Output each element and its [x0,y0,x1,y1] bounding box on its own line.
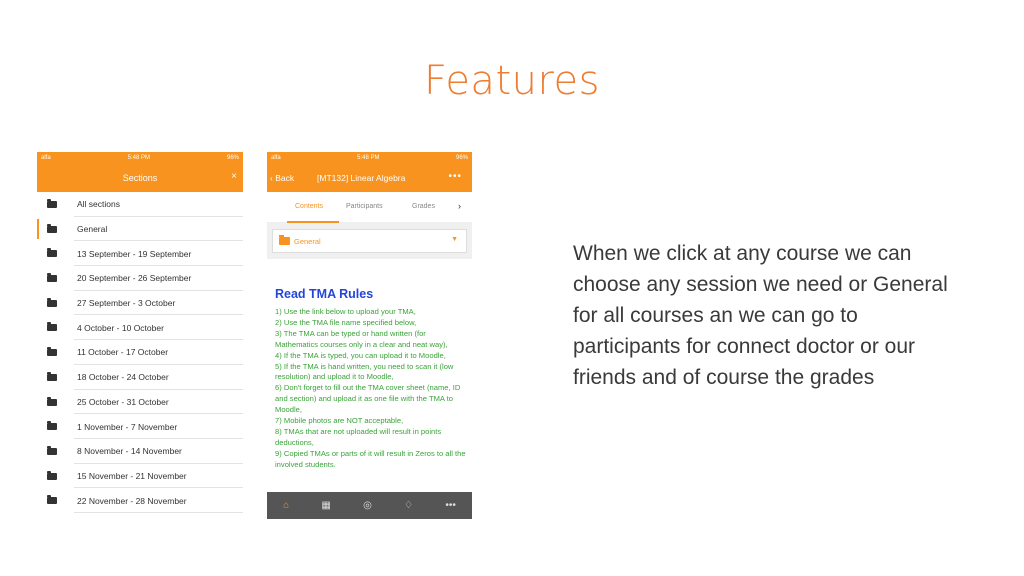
rules-text: 1) Use the link below to upload your TMA, 2) Use the TMA file name specified below, 3) The TMA can be typed or hand written (for Mathematics courses only in a clear and neat way), 4) If the TMA is typed, you can upload it to Moodle, 5) If the TMA is hand written, you need to scan it (low resolution) and upload it to Moodle, 6) Don't forget to fill out the TMA cover sheet (name, ID and section) and upload it as one file with the TMA to Moodle, 7) Mobile photos are NOT acceptable, 8) TMAs that are not uploaded will result in points deductions, 9) Copied TMAs or parts of it will result in Zeros to all the involved students. [275,307,466,469]
section-item[interactable] [37,439,243,464]
caret-down-icon: ▼ [451,236,458,243]
section-label: 22 November - 28 November [77,495,187,506]
messages-icon[interactable]: ◎ [363,500,372,511]
calendar-icon[interactable]: ▦ [321,500,331,511]
course-tabs [267,192,472,223]
chevron-right-icon[interactable]: › [458,201,461,211]
close-icon[interactable]: × [231,171,237,182]
slide-title: Features [424,58,600,104]
sections-list [37,192,243,513]
folder-icon [47,226,57,233]
section-label: 8 November - 14 November [77,446,182,457]
section-label: 18 October - 24 October [77,372,169,383]
folder-icon [47,473,57,480]
section-label: 13 September - 19 September [77,248,192,259]
section-item[interactable] [37,241,243,266]
tab-grades[interactable]: Grades [412,203,435,210]
section-label: 15 November - 21 November [77,470,187,481]
section-dropdown[interactable] [272,229,467,253]
section-item[interactable] [37,365,243,390]
sections-header [37,164,243,192]
section-item[interactable] [37,390,243,415]
folder-icon [279,237,290,245]
battery-label: 96% [455,155,468,161]
course-header [267,164,472,192]
section-item[interactable] [37,488,243,513]
section-item[interactable] [37,315,243,340]
section-item[interactable] [37,464,243,489]
sections-title: Sections [122,173,158,183]
folder-icon [47,399,57,406]
section-item[interactable] [37,291,243,316]
course-screenshot [267,152,472,519]
folder-icon [47,250,57,257]
more-icon[interactable]: ••• [448,171,462,182]
section-item[interactable] [37,266,243,291]
section-label: 25 October - 31 October [77,396,169,407]
time-label: 5:48 PM [357,155,380,161]
folder-icon [47,448,57,455]
section-label: 11 October - 17 October [77,347,169,358]
back-label: Back [275,173,295,183]
course-title: [MT132] Linear Algebra [317,173,406,183]
status-bar [37,152,243,164]
folder-icon [47,423,57,430]
section-label: 20 September - 26 September [77,273,192,284]
carrier-label: alfa [271,155,281,161]
folder-icon [47,201,57,208]
active-section-marker [37,219,39,240]
sections-screenshot [37,152,243,514]
bottom-nav [267,492,472,519]
section-selector-area [267,223,472,259]
folder-icon [47,275,57,282]
section-label: 1 November - 7 November [77,421,178,432]
folder-icon [47,324,57,331]
dropdown-value: General [294,236,321,246]
feature-description: When we click at any course we can choose any session we need or General for all courses an we can go to participants for connect doctor or our friends and of course the grades [573,242,948,389]
section-label: 27 September - 3 October [77,298,176,309]
folder-icon [47,374,57,381]
section-item[interactable] [37,414,243,439]
bell-icon[interactable]: ♢ [404,500,414,511]
folder-icon [47,300,57,307]
section-item[interactable] [37,192,243,217]
section-label: All sections [77,199,120,210]
rules-title: Read TMA Rules [275,287,374,301]
tab-participants[interactable]: Participants [346,203,383,210]
more-dots-icon[interactable]: ••• [445,500,456,511]
section-item[interactable] [37,217,243,242]
section-label: General [77,224,108,235]
section-item[interactable] [37,340,243,365]
carrier-label: alfa [41,155,51,161]
back-button[interactable]: ‹ Back [270,173,295,183]
status-bar [267,152,472,164]
battery-label: 96% [226,155,239,161]
section-label: 4 October - 10 October [77,322,164,333]
folder-icon [47,497,57,504]
tab-contents[interactable]: Contents [295,203,324,210]
divider [74,512,243,513]
time-label: 5:48 PM [127,155,151,161]
folder-icon [47,349,57,356]
home-icon[interactable]: ⌂ [283,500,290,511]
